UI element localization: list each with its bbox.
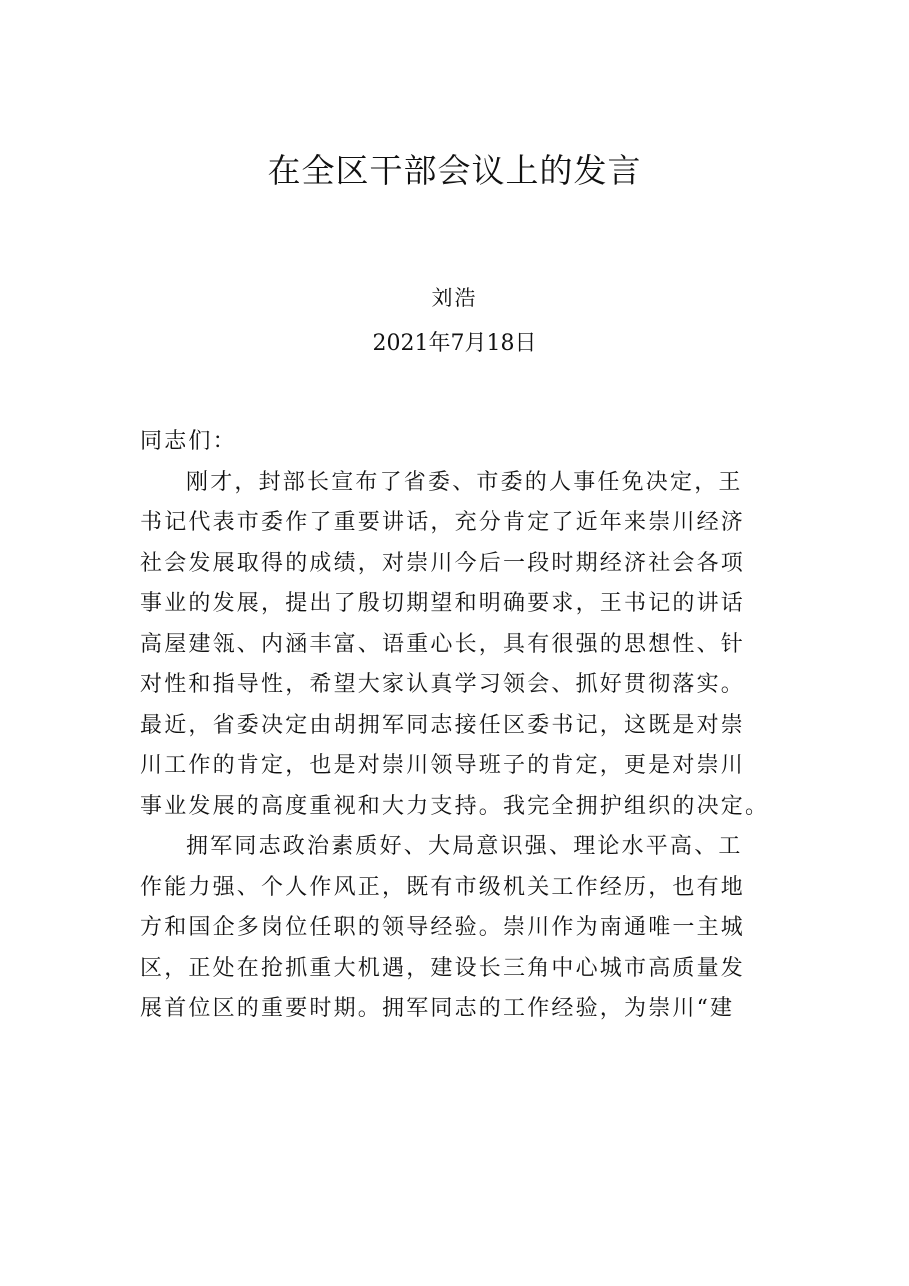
paragraph-line: 社会发展取得的成绩，对崇川今后一段时期经济社会各项 [140, 550, 746, 576]
paragraph-line: 区，正处在抢抓重大机遇，建设长三角中心城市高质量发 [140, 955, 746, 981]
paragraph-line: 展首位区的重要时期。拥军同志的工作经验，为崇川“建 [140, 996, 735, 1021]
paragraph-line: 最近，省委决定由胡拥军同志接任区委书记，这既是对崇 [140, 712, 746, 738]
author-name: 刘浩 [431, 286, 478, 310]
paragraph-line: 高屋建瓴、内涵丰富、语重心长，具有很强的思想性、针 [140, 631, 746, 657]
paragraph-line: 川工作的肯定，也是对崇川领导班子的肯定，更是对崇川 [140, 753, 746, 778]
paragraph-line: 书记代表市委作了重要讲话，充分肯定了近年来崇川经济 [140, 510, 746, 535]
document-body [140, 422, 780, 1030]
salutation: 同志们： [140, 429, 237, 454]
paragraph-line: 刚才，封部长宣布了省委、市委的人事任免决定，王 [186, 469, 743, 495]
document-date: 2021年7月18日 [372, 331, 537, 356]
paragraph-line: 作能力强、个人作风正，既有市级机关工作经历，也有地 [140, 874, 746, 900]
document-title: 在全区干部会议上的发言 [267, 151, 642, 190]
paragraph-line: 方和国企多岗位任职的领导经验。崇川作为南通唯一主城 [140, 915, 746, 940]
paragraph-line: 事业发展的高度重视和大力支持。我完全拥护组织的决定。 [140, 793, 770, 819]
paragraph-line: 拥军同志政治素质好、大局意识强、理论水平高、工 [186, 834, 743, 859]
paragraph-line: 事业的发展，提出了殷切期望和明确要求，王书记的讲话 [140, 591, 746, 616]
paragraph-line: 对性和指导性，希望大家认真学习领会、抓好贯彻落实。 [140, 672, 746, 697]
